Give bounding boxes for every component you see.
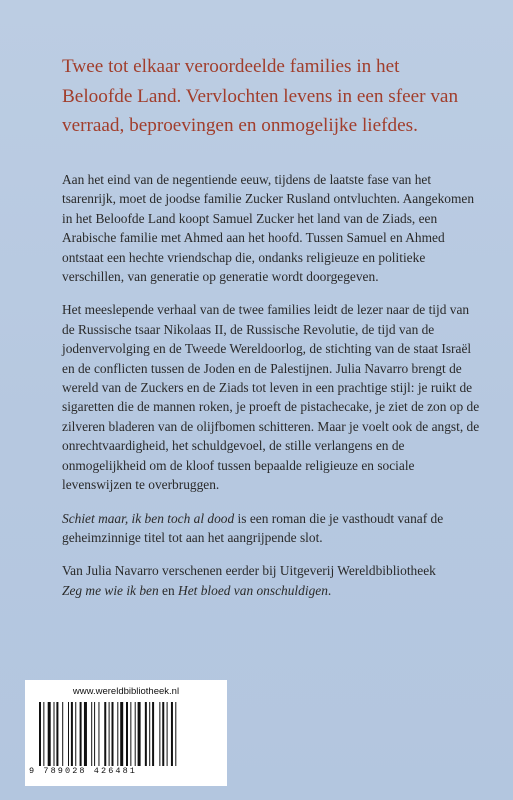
other-book-title: Zeg me wie ik ben bbox=[62, 582, 159, 598]
other-book-title: Het bloed van onschuldigen bbox=[178, 582, 328, 598]
tagline-line: Twee tot elkaar veroordeelde families in het bbox=[62, 56, 400, 77]
tagline-line: Beloofde Land. Vervlochten levens in een sfeer van bbox=[62, 85, 459, 107]
other-titles-intro: Van Julia Navarro verschenen eerder bij Uitgeverij Wereldbibliotheek bbox=[62, 563, 436, 579]
tagline bbox=[62, 52, 482, 141]
tagline-line: verraad, beproevingen en onmogelijke liefdes. bbox=[62, 115, 418, 136]
barcode-icon bbox=[39, 702, 215, 766]
publisher-url: www.wereldbibliotheek.nl bbox=[72, 686, 180, 697]
book-title: Schiet maar, ik ben toch al dood bbox=[62, 510, 235, 526]
blurb-text bbox=[62, 170, 484, 612]
barcode-box bbox=[25, 680, 227, 786]
conjunction: en bbox=[158, 582, 179, 598]
blurb-paragraph bbox=[62, 509, 484, 548]
blurb-paragraph: Aan het eind van de negentiende eeuw, tijdens de laatste fase van het tsarenrijk, moet de joodse familie Zucker Rusland ontvluchten. Aangekomen in het Beloofde Land koopt Samuel Zucker het land van de Ziads, een Arabische familie met Ahmed aan het hoofd. Tussen Samuel en Ahmed ontstaat een hechte vriendschap die, ondanks religieuze en politieke verschillen, van generatie op generatie wordt doorgegeven. bbox=[62, 172, 475, 285]
isbn-number: 9 789028 426481 bbox=[29, 766, 138, 776]
blurb-paragraph: Het meeslepende verhaal van de twee families leidt de lezer naar de tijd van de Russische tsaar Nikolaas II, de Russische Revolutie, de tijd van de jodenvervolging en de Tweede Wereldoorlog, de stichting van de staat Israël en de conflicten tussen de Joden en de Palestijnen. Julia Navarro brengt de wereld van de Zuckers en de Ziads tot leven in een prachtige stijl: je ruikt de sigaretten die de mannen roken, je proeft de pistachecake, je ziet de zon op de zilveren bladeren van de olijfbomen schitteren. Maar je voelt ook de angst, de onrechtvaardigheid, het schuldgevoel, de stille verlangens en de onmogelijkheid om de kloof tussen bepaalde religieuze en sociale levenswijzen te overbruggen. bbox=[62, 302, 480, 493]
blurb-text-run: is een roman die je vasthoudt vanaf de geheimzinnige titel tot aan het aangrijpende slot. bbox=[62, 510, 444, 545]
period: . bbox=[327, 582, 332, 598]
other-titles-paragraph bbox=[62, 561, 484, 600]
